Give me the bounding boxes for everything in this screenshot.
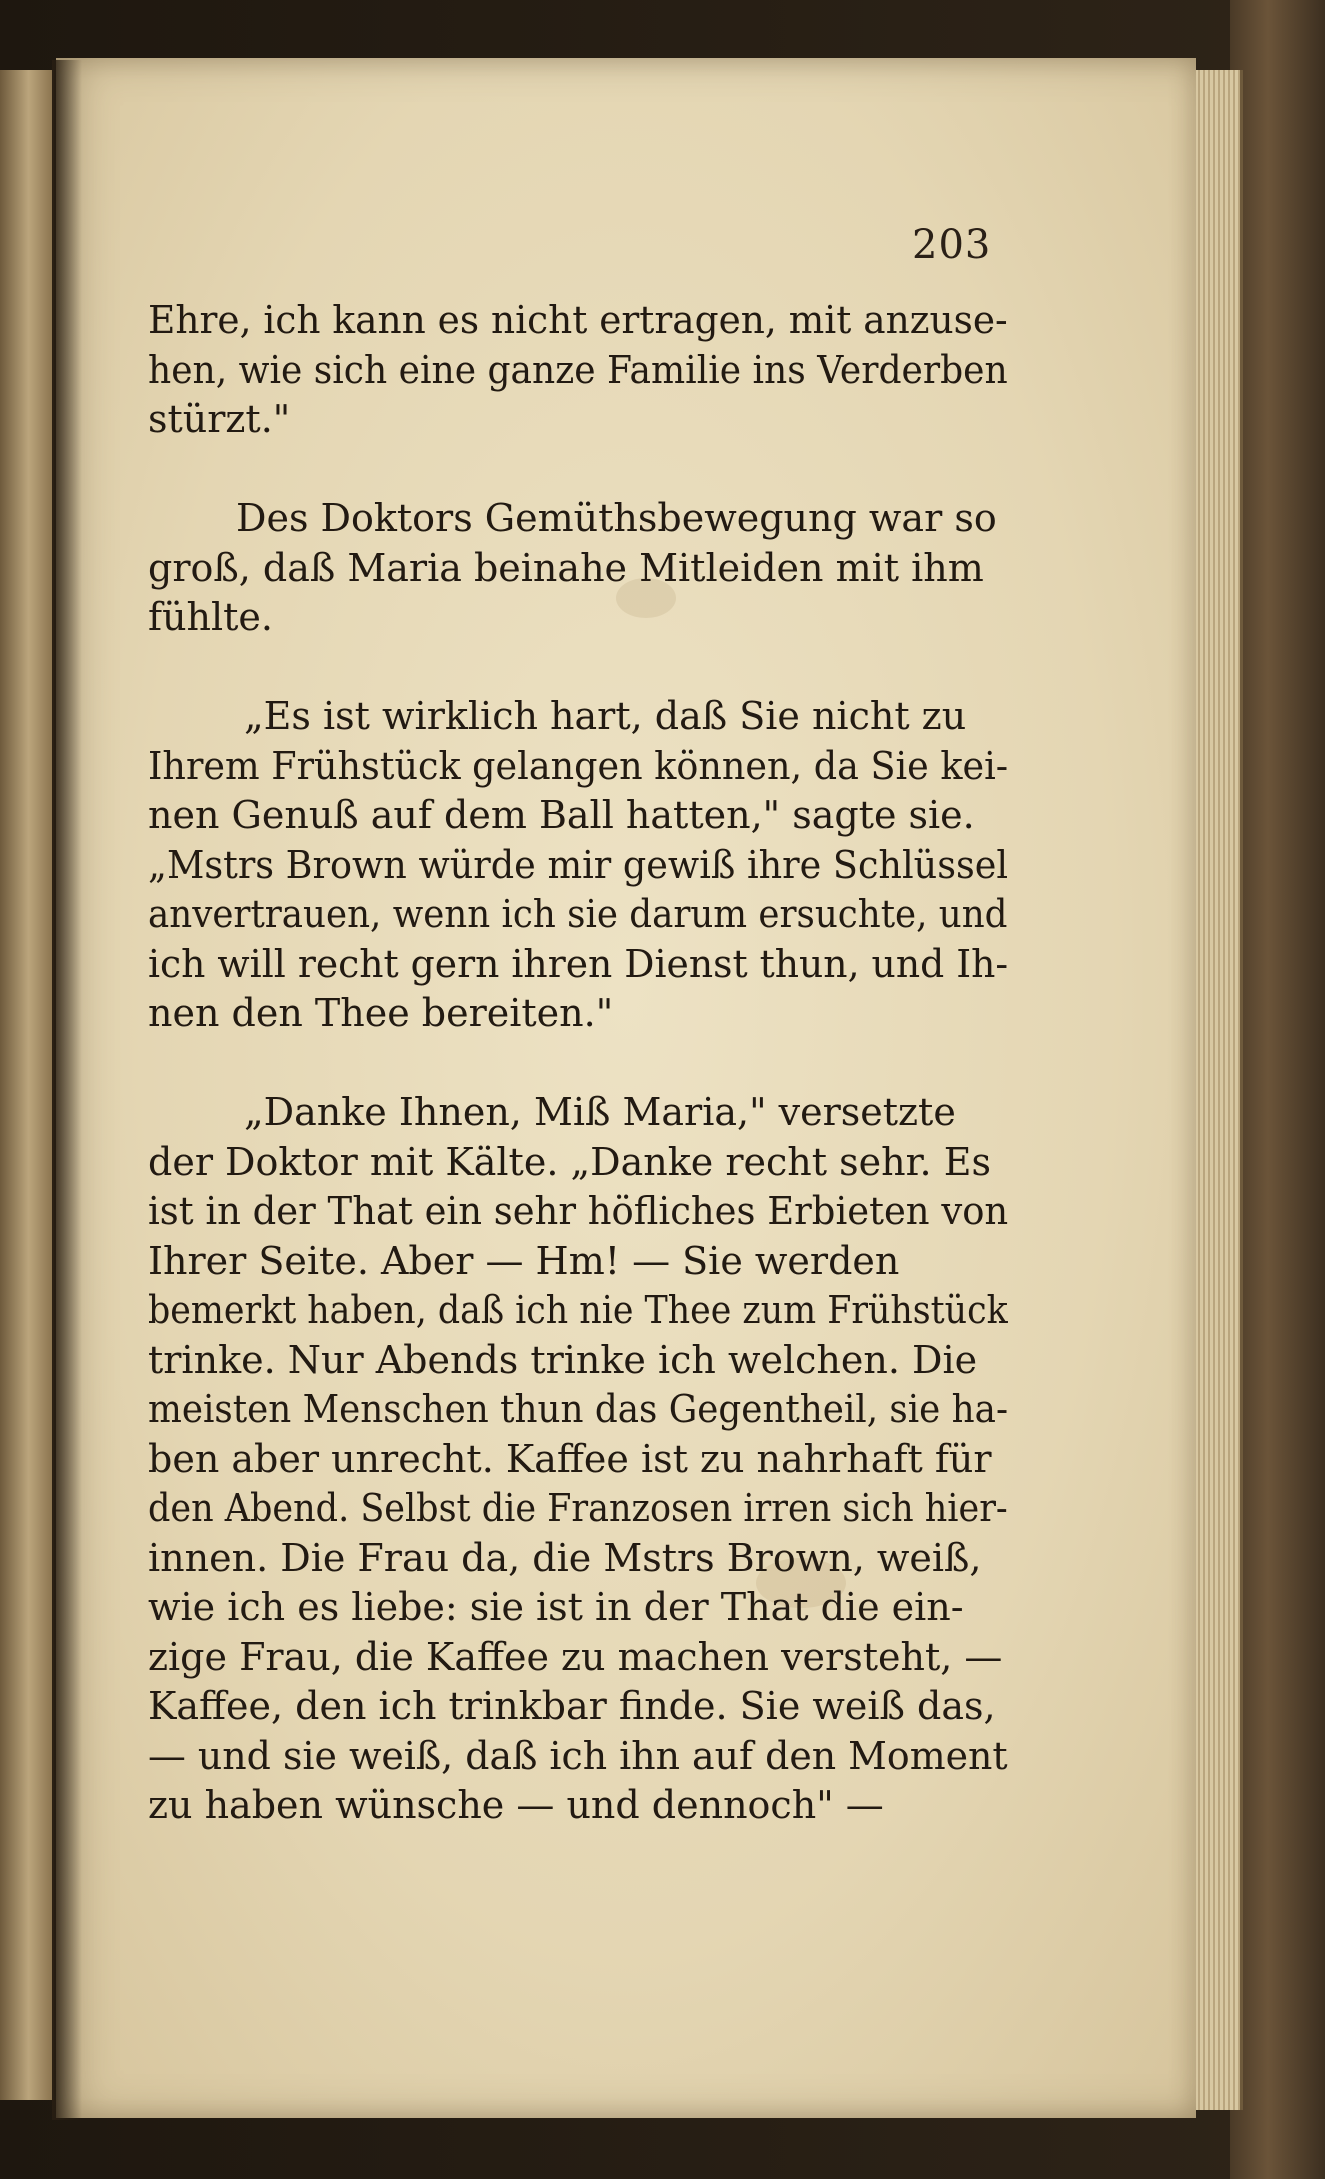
text-line: wie ich es liebe: sie ist in der That die ein- bbox=[148, 1585, 964, 1629]
text-line: „Danke Ihnen, Miß Maria," versetzte bbox=[244, 1090, 956, 1134]
paragraph bbox=[148, 692, 1008, 1039]
text-line: hen, wie sich eine ganze Familie ins Verderben bbox=[148, 347, 1008, 392]
text-line: innen. Die Frau da, die Mstrs Brown, weiß, bbox=[148, 1535, 982, 1580]
text-line: der Doktor mit Kälte. „Danke recht sehr. Es bbox=[148, 1139, 991, 1184]
text-line: nen den Thee bereiten." bbox=[148, 991, 614, 1035]
text-line: zige Frau, die Kaffee zu machen versteht, — bbox=[148, 1634, 1003, 1679]
text-line: fühlte. bbox=[148, 595, 274, 639]
text-line: anvertrauen, wenn ich sie darum ersuchte, und bbox=[148, 892, 1008, 936]
paragraph bbox=[148, 296, 1008, 445]
text-line: Ehre, ich kann es nicht ertragen, mit anzuse- bbox=[148, 298, 1008, 342]
text-line: Ihrem Frühstück gelangen können, da Sie kei- bbox=[148, 743, 1009, 788]
text-line: bemerkt haben, daß ich nie Thee zum Frühstück bbox=[148, 1288, 1008, 1332]
text-line: stürzt." bbox=[148, 397, 291, 441]
page-number: 203 bbox=[912, 222, 992, 268]
text-line: „Es ist wirklich hart, daß Sie nicht zu bbox=[244, 694, 967, 738]
paragraph bbox=[148, 1088, 1008, 1831]
text-line: „Mstrs Brown würde mir gewiß ihre Schlüssel bbox=[148, 842, 1009, 887]
text-line: groß, daß Maria beinahe Mitleiden mit ihm bbox=[148, 545, 984, 590]
body-text bbox=[148, 296, 1008, 1831]
text-line: zu haben wünsche — und dennoch" — bbox=[148, 1783, 884, 1827]
previous-page-edge bbox=[0, 70, 54, 2100]
text-line: meisten Menschen thun das Gegentheil, sie ha- bbox=[148, 1387, 1009, 1431]
text-line: Kaffee, den ich trinkbar finde. Sie weiß das, bbox=[148, 1684, 996, 1728]
paragraph bbox=[148, 494, 1008, 643]
text-line: den Abend. Selbst die Franzosen irren sich hier- bbox=[148, 1486, 1008, 1530]
text-line: — und sie weiß, daß ich ihn auf den Moment bbox=[148, 1733, 1008, 1778]
text-line: nen Genuß auf dem Ball hatten," sagte sie. bbox=[148, 793, 975, 837]
text-line: ben aber unrecht. Kaffee ist zu nahrhaft für bbox=[148, 1436, 992, 1481]
text-line: ich will recht gern ihren Dienst thun, und Ih- bbox=[148, 941, 1009, 986]
text-line: Des Doktors Gemüthsbewegung war so bbox=[236, 496, 997, 540]
book-cover-edge bbox=[1230, 0, 1325, 2179]
text-line: Ihrer Seite. Aber — Hm! — Sie werden bbox=[148, 1238, 900, 1283]
spine-shadow bbox=[52, 60, 82, 2120]
text-line: ist in der That ein sehr höfliches Erbieten von bbox=[148, 1189, 1009, 1233]
text-line: trinke. Nur Abends trinke ich welchen. Die bbox=[148, 1337, 978, 1382]
